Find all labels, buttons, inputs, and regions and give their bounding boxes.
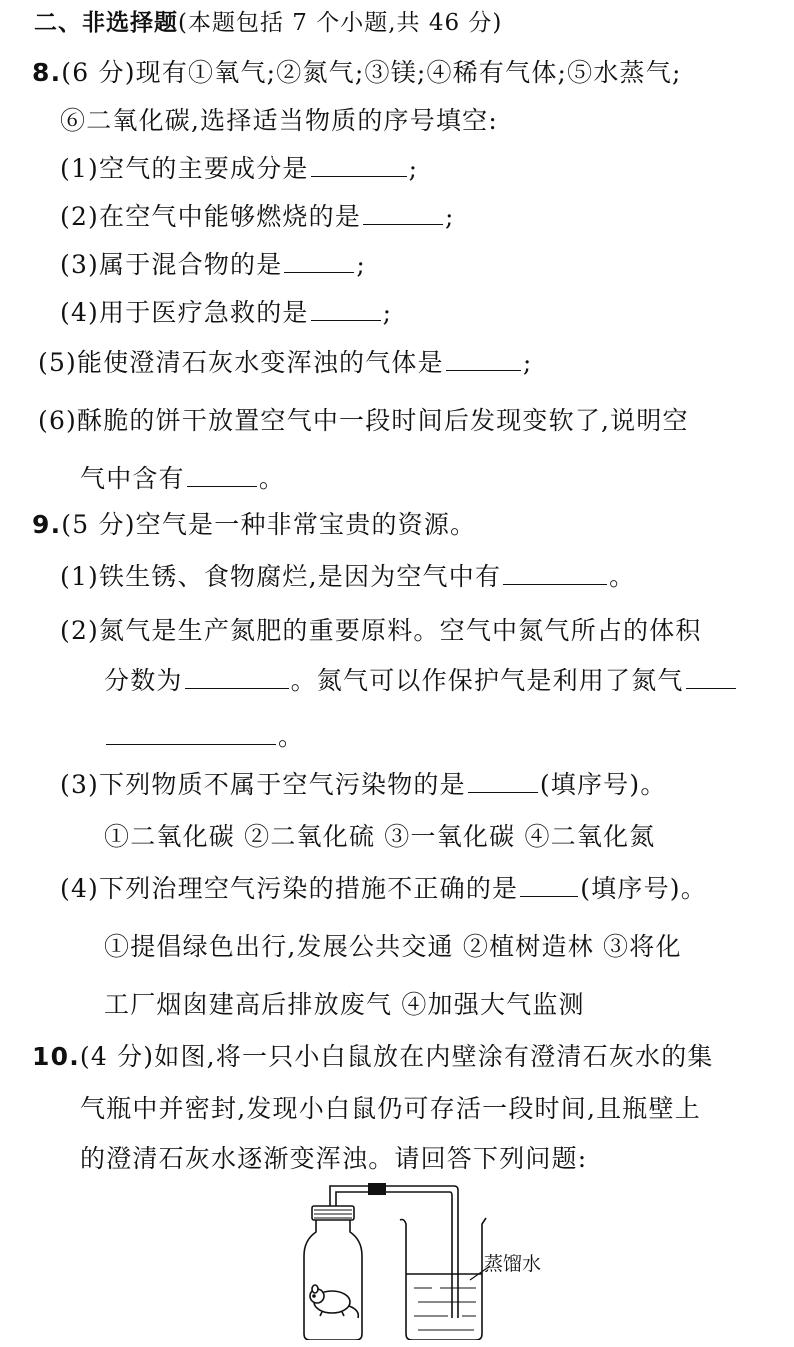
q8-part-3: [60, 248, 366, 282]
section-header: [34, 6, 502, 40]
part-text: (5)能使澄清石灰水变浑浊的气体是: [38, 348, 444, 377]
question-10-stem-2: 气瓶中并密封,发现小白鼠仍可存活一段时间,且瓶壁上: [80, 1094, 701, 1123]
punct: 。: [278, 722, 305, 751]
part-text: (4)下列治理空气污染的措施不正确的是: [60, 874, 519, 903]
part-text: (填序号)。: [580, 874, 707, 903]
part-text: (4)用于医疗急救的是: [60, 298, 309, 327]
part-text: 气中含有: [80, 464, 185, 493]
answer-blank[interactable]: [284, 248, 354, 273]
part-text: 。氮气可以作保护气是利用了氮气: [290, 666, 684, 695]
punct: ;: [522, 348, 533, 377]
answer-blank[interactable]: [311, 296, 381, 321]
part-text: (1)空气的主要成分是: [60, 154, 309, 183]
section-note: (本题包括 7 个小题,共 46 分): [178, 10, 503, 36]
punct: ;: [445, 202, 455, 231]
question-10-stem: [32, 1040, 714, 1074]
mouse-icon: [310, 1285, 358, 1318]
q9-part-4: [60, 872, 707, 906]
answer-blank[interactable]: [185, 664, 289, 689]
question-8-stem-2: ⑥二氧化碳,选择适当物质的序号填空:: [60, 106, 498, 135]
q9-part-2-cont-2: [104, 720, 304, 754]
question-text: (6 分)现有①氧气;②氮气;③镁;④稀有气体;⑤水蒸气;: [61, 58, 682, 87]
answer-blank[interactable]: [363, 200, 443, 225]
question-number: 9.: [32, 510, 62, 539]
q9-part-3: [60, 768, 667, 802]
section-title: 二、非选择题: [34, 10, 178, 36]
question-8-stem: [32, 56, 682, 90]
q8-part-5: [38, 346, 532, 380]
question-number: 8.: [32, 58, 62, 87]
gas-jar: [304, 1206, 362, 1340]
answer-blank[interactable]: [686, 664, 736, 689]
answer-blank[interactable]: [106, 720, 276, 745]
part-text: (3)下列物质不属于空气污染物的是: [60, 770, 466, 799]
punct: ;: [382, 298, 393, 327]
question-number: 10.: [32, 1042, 80, 1071]
q9-part-3-options: ①二氧化碳 ②二氧化硫 ③一氧化碳 ④二氧化氮: [104, 822, 656, 851]
question-text: (5 分)空气是一种非常宝贵的资源。: [61, 510, 477, 539]
q8-part-2: [60, 200, 455, 234]
part-text: (1)铁生锈、食物腐烂,是因为空气中有: [60, 562, 502, 591]
question-10-stem-3: 的澄清石灰水逐渐变浑浊。请回答下列问题:: [80, 1144, 588, 1173]
question-text: (4 分)如图,将一只小白鼠放在内壁涂有澄清石灰水的集: [79, 1042, 714, 1071]
question-9-stem: [32, 508, 476, 542]
apparatus-figure: [290, 1180, 560, 1340]
q8-part-6-cont: [80, 462, 285, 496]
q9-part-1: [60, 560, 635, 594]
figure-label: 蒸馏水: [484, 1253, 542, 1275]
part-text: 分数为: [104, 666, 183, 695]
answer-blank[interactable]: [468, 768, 538, 793]
punct: 。: [609, 562, 636, 591]
part-text: (3)属于混合物的是: [60, 250, 283, 279]
answer-blank[interactable]: [187, 462, 257, 487]
answer-blank[interactable]: [503, 560, 607, 585]
q8-part-1: [60, 152, 418, 186]
beaker: [400, 1218, 490, 1340]
q9-part-4-options-cont: 工厂烟囱建高后排放废气 ④加强大气监测: [104, 990, 585, 1019]
punct: ;: [408, 154, 419, 183]
q9-part-4-options: ①提倡绿色出行,发展公共交通 ②植树造林 ③将化: [104, 932, 682, 961]
q9-part-2-cont: [104, 664, 738, 698]
punct: 。: [258, 464, 286, 493]
answer-blank[interactable]: [520, 872, 578, 897]
q8-part-6: (6)酥脆的饼干放置空气中一段时间后发现变软了,说明空: [38, 406, 689, 435]
answer-blank[interactable]: [311, 152, 407, 177]
q8-part-4: [60, 296, 392, 330]
part-text: (2)在空气中能够燃烧的是: [60, 202, 362, 231]
punct: ;: [356, 250, 367, 279]
part-text: (填序号)。: [539, 770, 667, 799]
answer-blank[interactable]: [446, 346, 521, 371]
q9-part-2: (2)氮气是生产氮肥的重要原料。空气中氮气所占的体积: [60, 616, 702, 645]
